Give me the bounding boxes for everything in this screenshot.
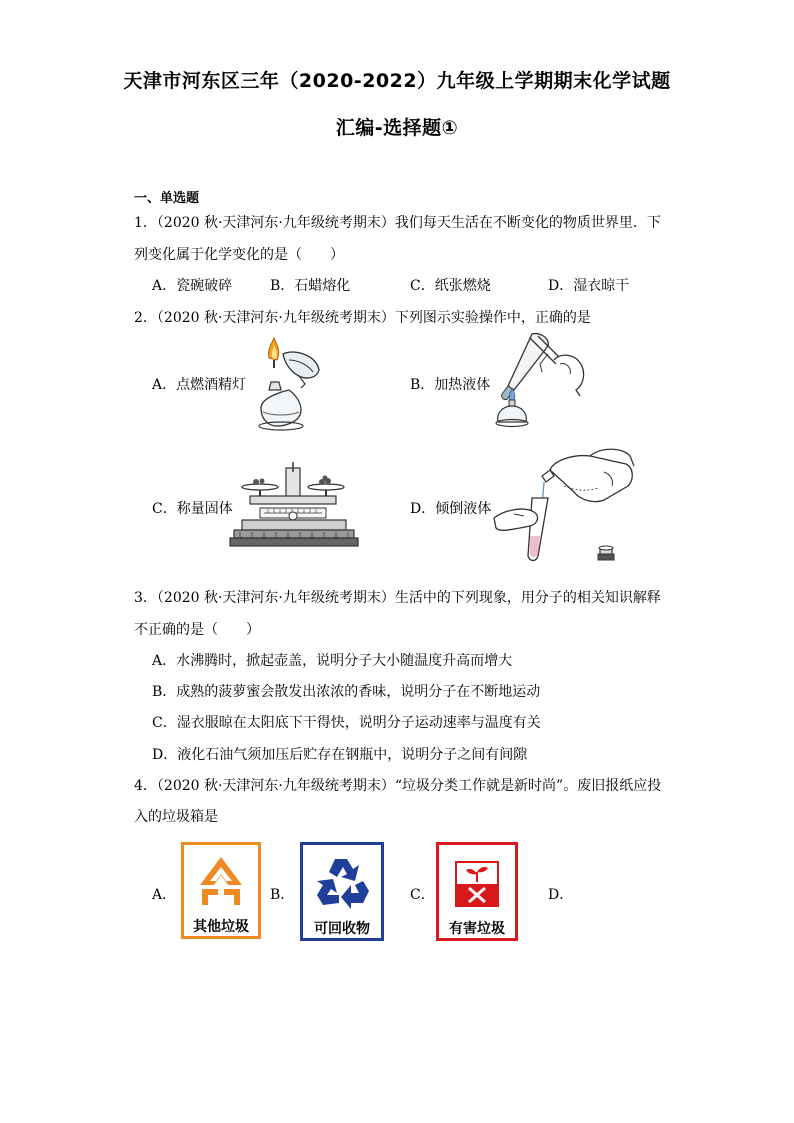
q1-option-d[interactable]: D．湿衣晾干 xyxy=(548,278,630,294)
page-title: 天津市河东区三年（2020-2022）九年级上学期期末化学试题 xyxy=(123,70,671,92)
hazardous-waste-bin-sign xyxy=(436,842,518,941)
q4-option-a[interactable]: A． xyxy=(152,887,177,903)
q1-option-a[interactable]: A．瓷碗破碎 xyxy=(152,278,233,294)
q4-stem-line1: 4．（2020 秋·天津河东·九年级统考期末）“垃圾分类工作就是新时尚”。废旧报纸应投 xyxy=(134,778,662,794)
q1-stem-line2: 列变化属于化学变化的是（ ） xyxy=(134,247,344,263)
heating-liquid-illustration xyxy=(490,332,595,434)
q2-stem: 2．（2020 秋·天津河东·九年级统考期末）下列图示实验操作中，正确的是 xyxy=(134,310,591,326)
other-waste-icon xyxy=(192,851,250,909)
q3-option-d[interactable]: D．液化石油气须加压后贮存在钢瓶中，说明分子之间有间隙 xyxy=(152,747,528,763)
q3-option-c[interactable]: C．湿衣服晾在太阳底下干得快，说明分子运动速率与温度有关 xyxy=(152,715,541,731)
q2-option-c[interactable]: C．称量固体 xyxy=(152,501,233,517)
q4-option-c[interactable]: C． xyxy=(410,887,435,903)
q1-stem-line1: 1．（2020 秋·天津河东·九年级统考期末）我们每天生活在不断变化的物质世界里．下 xyxy=(134,215,661,231)
q3-option-a[interactable]: A．水沸腾时，掀起壶盖，说明分子大小随温度升高而增大 xyxy=(152,653,513,669)
q3-stem-line2: 不正确的是（ ） xyxy=(134,622,260,638)
hazardous-waste-icon xyxy=(452,858,502,910)
pouring-liquid-illustration xyxy=(494,446,640,568)
balance-scale-illustration xyxy=(230,462,360,550)
q1-option-b[interactable]: B．石蜡熔化 xyxy=(270,278,351,294)
recyclable-label: 可回收物 xyxy=(314,921,370,937)
hazardous-waste-label: 有害垃圾 xyxy=(449,921,505,937)
section-heading: 一、单选题 xyxy=(134,191,200,206)
other-waste-label: 其他垃圾 xyxy=(193,919,249,935)
recyclable-bin-sign xyxy=(300,842,384,941)
other-waste-bin-sign xyxy=(181,842,261,939)
q2-option-b[interactable]: B．加热液体 xyxy=(410,377,491,393)
q3-stem-line1: 3．（2020 秋·天津河东·九年级统考期末）生活中的下列现象，用分子的相关知识解释 xyxy=(134,590,661,606)
q4-option-b[interactable]: B． xyxy=(270,887,295,903)
q2-option-a[interactable]: A．点燃酒精灯 xyxy=(152,377,247,393)
q4-option-d[interactable]: D． xyxy=(548,887,574,903)
page-subtitle: 汇编-选择题① xyxy=(335,117,459,139)
alcohol-lamp-illustration xyxy=(255,338,335,433)
q2-option-d[interactable]: D．倾倒液体 xyxy=(410,501,492,517)
recycle-icon xyxy=(313,851,373,911)
q4-stem-line2: 入的垃圾箱是 xyxy=(134,809,218,825)
q3-option-b[interactable]: B．成熟的菠萝蜜会散发出浓浓的香味，说明分子在不断地运动 xyxy=(152,684,541,700)
q1-option-c[interactable]: C．纸张燃烧 xyxy=(410,278,491,294)
